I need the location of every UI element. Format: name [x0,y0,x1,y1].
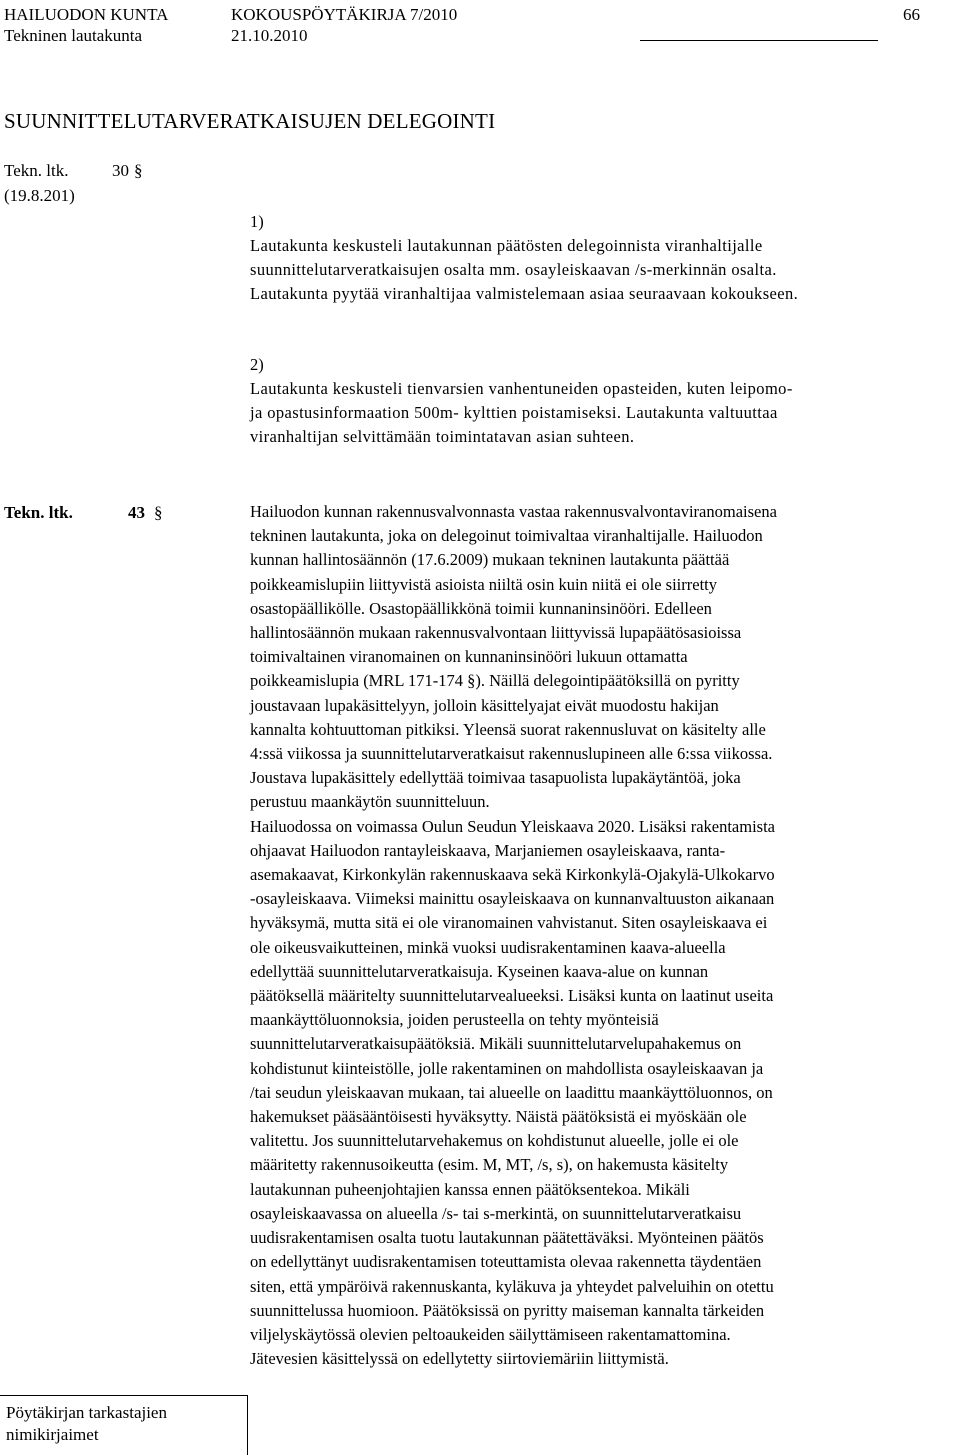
item2-paragraph [250,377,793,450]
prev-ref-date: (19.8.201) [4,186,75,205]
text-line: toimivaltainen viranomainen on kunnaninsinööri lukuun ottamatta [250,647,688,667]
footer-initials-label [6,1402,236,1446]
text-line: suunnittelutarveratkaisujen osalta mm. osayleiskaavan /s-merkinnän osalta. [250,260,777,280]
header-org: HAILUODON KUNTA [4,5,169,24]
text-line: /tai seudun yleiskaavan mukaan, tai alueelle on laadittu maankäyttöluonnos, on [250,1082,773,1102]
section-sign: § [134,161,143,180]
text-line: hallintosäännön mukaan rakennusvalvontaan liittyvissä lupapäätösasioissa [250,623,742,643]
page-number: 66 [903,5,920,24]
footer-line: nimikirjaimet [6,1425,99,1444]
text-line: uudisrakentamisen osalta tuotu lautakunnan päätettäväksi. Myönteinen päätös [250,1228,764,1248]
text-line: osayleiskaavassa on alueella /s- tai s-merkintä, on suunnittelutarveratkaisu [250,1203,742,1223]
section-body [250,500,777,1371]
text-line: viranhaltijan selvittämään toimintatavan asian suhteen. [250,427,635,447]
header-signature-line [640,40,878,41]
header-date: 21.10.2010 [231,26,308,45]
text-line: kunnan hallintosäännön (17.6.2009) mukaan tekninen lautakunta päättää [250,550,730,570]
text-line: Lautakunta keskusteli lautakunnan päätösten delegoinnista viranhaltijalle [250,236,763,255]
text-line: ole oikeusvaikutteinen, minkä vuoksi uudisrakentaminen kaava-alueella [250,937,726,957]
text-line: siten, että ympäröivä rakennuskanta, kyläkuva ja yhteydet palveluihin on otettu [250,1276,774,1296]
text-line: kohdistunut kiinteistölle, jolle rakentaminen on mahdollista osayleiskaavan ja [250,1058,764,1078]
text-line: lautakunnan puheenjohtajien kanssa ennen päätöksentekoa. Mikäli [250,1179,690,1199]
text-line: maankäyttöluonnoksia, joiden perusteella on tehty myönteisiä [250,1010,659,1030]
text-line: ja opastusinformaation 500m- kylttien poistamiseksi. Lautakunta valtuuttaa [250,403,778,423]
text-line: asemakaavat, Kirkonkylän rakennuskaava sekä Kirkonkylä-Ojakylä-Ulkokarvo [250,865,775,885]
text-line: valitettu. Jos suunnittelutarvehakemus on kohdistunut alueelle, jolle ei ole [250,1131,739,1151]
prev-ref-label: Tekn. ltk. [4,161,69,180]
section-number: 43 [128,503,145,522]
text-line: kannalta kohtuuttoman pitkiksi. Yleensä suorat rakennusluvat on käsitelty alle [250,719,766,739]
text-line: Hailuodon kunnan rakennusvalvonnasta vastaa rakennusvalvontaviranomaisena [250,502,777,521]
page-title: SUUNNITTELUTARVERATKAISUJEN DELEGOINTI [4,109,496,133]
text-line: suunnittelussa huomioon. Päätöksissä on pyritty maiseman kannalta tärkeiden [250,1300,765,1320]
text-line: poikkeamislupiin liittyvistä asioista niiltä osin kuin niitä ei ole siirretty [250,574,717,594]
text-line: määritetty rakennusoikeutta (esim. M, MT, /s, s), on hakemusta käsitelty [250,1155,729,1175]
text-line: osastopäällikölle. Osastopäällikkönä toimii kunnaninsinööri. Edelleen [250,598,712,618]
text-line: Jätevesien käsittelyssä on edellytetty siirtoviemäriin liittymistä. [250,1349,669,1369]
text-line: on edellyttänyt uudisrakentamisen toteuttamista olevaa rakennetta täydentäen [250,1252,762,1272]
text-line: perustuu maankäytön suunnitteluun. [250,792,490,812]
text-line: Lautakunta keskusteli tienvarsien vanhentuneiden opasteiden, kuten leipomo- [250,379,793,398]
text-line: 4:ssä viikossa ja suunnittelutarveratkaisut rakennuslupineen alle 6:ssa viikossa. [250,744,773,764]
text-line: Hailuodossa on voimassa Oulun Seudun Yleiskaava 2020. Lisäksi rakentamista [250,816,776,836]
text-line: tekninen lautakunta, joka on delegoinut toimivaltaa viranhaltijalle. Hailuodon [250,526,763,546]
item1-paragraph [250,234,798,307]
prev-ref-number: 30 [112,161,129,180]
section-sign: § [154,503,163,522]
header-doc-title: KOKOUSPÖYTÄKIRJA 7/2010 [231,5,458,24]
text-line: poikkeamislupia (MRL 171-174 §). Näillä delegointipäätöksillä on pyritty [250,671,740,691]
item2-number: 2) [250,355,264,374]
text-line: viljelyskäytössä olevien peltoaukeiden säilyttämiseen rakentamattomina. [250,1324,731,1344]
section-label: Tekn. ltk. [4,503,73,522]
text-line: hakemukset pääsääntöisesti hyväksytty. Näistä päätöksistä ei myöskään ole [250,1107,747,1127]
text-line: suunnittelutarveratkaisupäätöksiä. Mikäli suunnittelutarvelupahakemus on [250,1034,742,1054]
item1-number: 1) [250,212,264,231]
text-line: joustavaan lupakäsittelyyn, jolloin käsittelyajat eivät muodostu hakijan [250,695,719,715]
text-line: päätöksellä määritelty suunnittelutarvealueeksi. Lisäksi kunta on laatinut useita [250,986,774,1006]
text-line: ohjaavat Hailuodon rantayleiskaava, Marjaniemen osayleiskaava, ranta- [250,840,726,860]
text-line: edellyttää suunnittelutarveratkaisuja. Kyseinen kaava-alue on kunnan [250,961,709,981]
text-line: Lautakunta pyytää viranhaltijaa valmistelemaan asiaa seuraavaan kokoukseen. [250,284,799,304]
text-line: -osayleiskaava. Viimeksi mainittu osayleiskaava on kunnanvaltuuston aikanaan [250,889,775,909]
text-line: hyväksymä, mutta sitä ei ole viranomainen vahvistanut. Siten osayleiskaava ei [250,913,768,933]
header-committee: Tekninen lautakunta [4,26,143,45]
footer-line: Pöytäkirjan tarkastajien [6,1403,167,1422]
text-line: Joustava lupakäsittely edellyttää toimivaa tasapuolista lupakäytäntöä, joka [250,768,741,788]
